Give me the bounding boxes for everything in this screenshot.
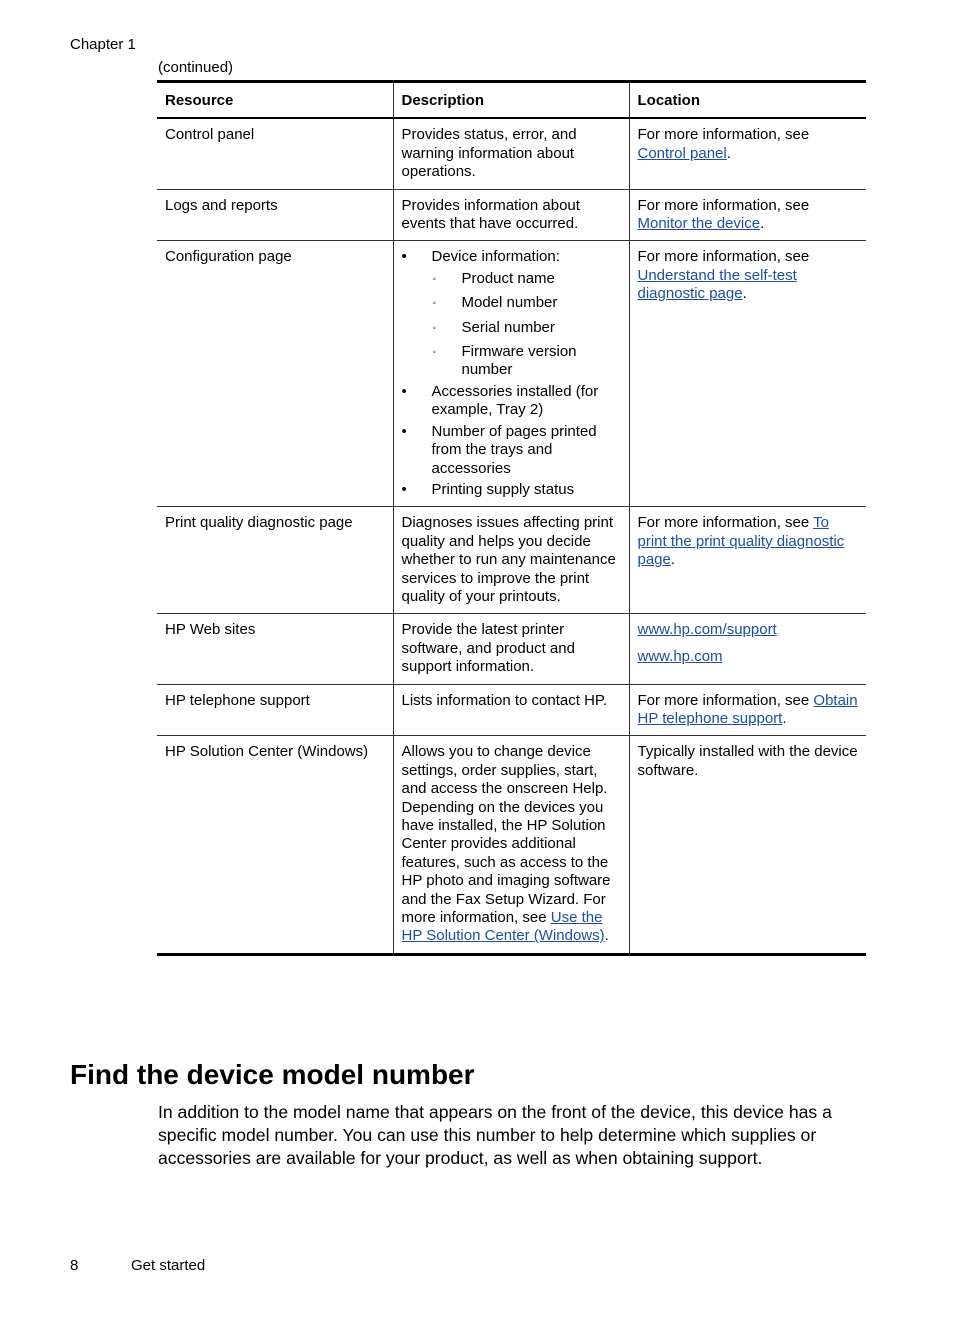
bullet-list (402, 248, 621, 499)
bullet-icon: • (401, 382, 407, 400)
location-suffix: . (726, 144, 731, 162)
circle-bullet-icon: ◦ (432, 347, 437, 359)
control-panel-link[interactable]: Control panel (637, 144, 727, 162)
description-cell: Diagnoses issues affecting print quality and helps you decide whether to run any maintenance services to improve the print quality of your printouts. (393, 507, 629, 614)
table-row (157, 189, 866, 241)
location-suffix: . (742, 285, 747, 303)
section-body: In addition to the model name that appears on the front of the device, this device has a specific model number. You can use this number to help determine which supplies or accessories are available for your product, as well as when obtaining support. (158, 1102, 832, 1168)
resources-table (157, 80, 866, 956)
sub-list-item (432, 270, 621, 288)
sub-list-item-text: Product name (461, 269, 555, 287)
location-text: For more information, see (637, 514, 814, 532)
location-cell (629, 241, 866, 507)
resource-cell: Print quality diagnostic page (157, 507, 393, 614)
chapter-label: Chapter 1 (70, 36, 136, 53)
description-cell (393, 241, 629, 507)
sub-bullet-list (432, 270, 621, 380)
list-item (402, 423, 621, 478)
table-row (157, 736, 866, 954)
location-cell: Typically installed with the device software. (629, 736, 866, 954)
sub-list-item (432, 294, 621, 312)
table-row (157, 614, 866, 684)
description-cell: Lists information to contact HP. (393, 684, 629, 736)
sub-list-item (432, 319, 621, 337)
location-cell (629, 118, 866, 189)
resource-cell: HP telephone support (157, 684, 393, 736)
list-item (402, 481, 621, 499)
resource-cell: HP Web sites (157, 614, 393, 684)
list-item-text: Number of pages printed from the trays and accessories (431, 422, 597, 477)
location-text: For more information, see (637, 248, 810, 266)
bullet-icon: • (401, 480, 407, 498)
circle-bullet-icon: ◦ (432, 273, 437, 285)
page-footer-title: Get started (131, 1257, 206, 1274)
sub-list-item-text: Firmware version number (461, 343, 577, 379)
description-cell: Provides information about events that have occurred. (393, 189, 629, 241)
table-row (157, 118, 866, 189)
location-text: For more information, see (637, 126, 810, 144)
self-test-diagnostic-link[interactable]: Understand the self-test diagnostic page (637, 266, 797, 303)
resource-cell: Configuration page (157, 241, 393, 507)
resource-cell: Logs and reports (157, 189, 393, 241)
table-row (157, 241, 866, 507)
telephone-support-link[interactable]: Obtain HP telephone support (637, 691, 858, 727)
column-header-resource: Resource (157, 82, 393, 119)
hp-support-link[interactable]: www.hp.com/support (637, 621, 777, 639)
table-header-row (157, 82, 866, 119)
circle-bullet-icon: ◦ (432, 322, 437, 334)
resource-cell: HP Solution Center (Windows) (157, 736, 393, 954)
location-cell (629, 189, 866, 241)
hp-home-link[interactable]: www.hp.com (637, 647, 723, 665)
location-suffix: . (670, 551, 676, 569)
print-quality-diagnostic-link[interactable]: To print the print quality diagnostic page (637, 514, 845, 569)
location-cell (629, 684, 866, 736)
location-suffix: . (782, 709, 787, 727)
location-text: For more information, see (637, 691, 814, 709)
column-header-location: Location (629, 82, 866, 119)
list-item (402, 383, 621, 420)
circle-bullet-icon: ◦ (432, 298, 437, 310)
resource-cell: Control panel (157, 118, 393, 189)
section-heading: Find the device model number (70, 1059, 475, 1090)
bullet-icon: • (401, 422, 407, 440)
location-suffix: . (760, 215, 765, 233)
location-cell (629, 614, 866, 684)
list-item-text: Accessories installed (for example, Tray 2) (431, 382, 599, 419)
column-header-description: Description (393, 82, 629, 119)
monitor-device-link[interactable]: Monitor the device (637, 215, 761, 233)
description-cell: Provide the latest printer software, and product and support information. (393, 614, 629, 684)
description-cell (393, 736, 629, 954)
location-cell (629, 507, 866, 614)
description-suffix: . (604, 927, 609, 945)
sub-list-item-text: Model number (461, 294, 558, 312)
location-text: For more information, see (637, 196, 810, 214)
list-item (402, 248, 621, 379)
continued-label: (continued) (158, 59, 234, 76)
list-item-text: Device information: (431, 248, 560, 266)
sub-list-item-text: Serial number (461, 318, 555, 336)
page-number: 8 (70, 1257, 79, 1274)
list-item-text: Printing supply status (431, 480, 575, 498)
description-cell: Provides status, error, and warning information about operations. (393, 118, 629, 189)
table-row (157, 684, 866, 736)
bullet-icon: • (401, 248, 407, 266)
sub-list-item (432, 343, 621, 380)
description-text: Allows you to change device settings, order supplies, start, and access the onscreen Help. Depending on the devices you have installed, the HP Solution Center provides additional features, such as access to the HP photo and imaging software and the Fax Setup Wizard. For more information, see (401, 743, 611, 927)
table-row (157, 507, 866, 614)
solution-center-link[interactable]: Use the HP Solution Center (Windows) (401, 909, 605, 945)
